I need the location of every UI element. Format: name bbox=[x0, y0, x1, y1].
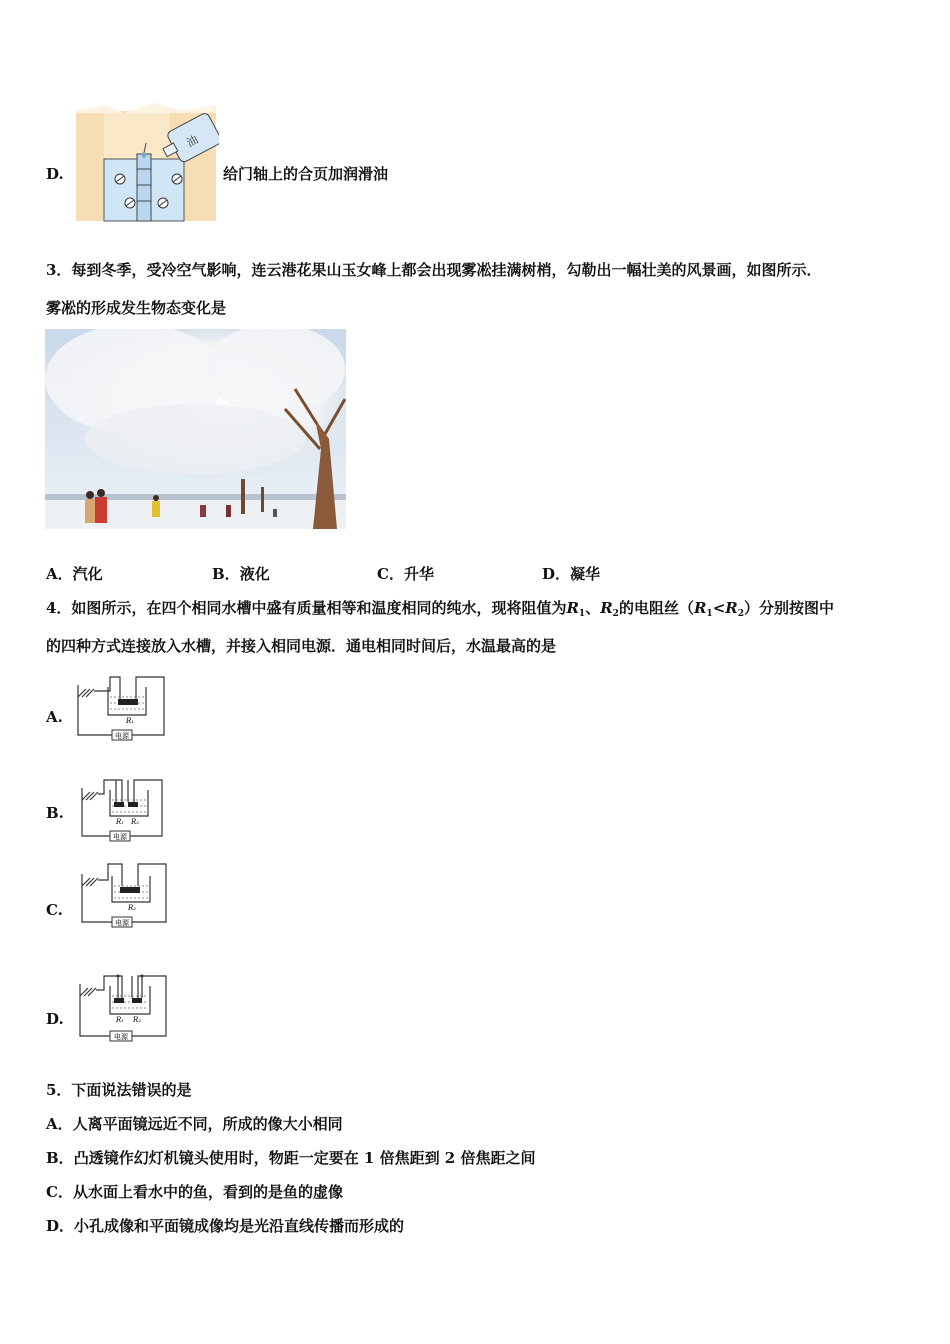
q4-r1-sub: 1 bbox=[578, 609, 586, 619]
q3-option-d-label: D． bbox=[542, 565, 571, 583]
q4-stem-part-a: 4．如图所示，在四个相同水槽中盛有质量相等和温度相同的纯水，现将阻值为 bbox=[46, 599, 567, 617]
q5-option-d[interactable] bbox=[46, 1216, 404, 1236]
door-hinge-oil-image bbox=[74, 99, 219, 223]
q4-less-than: < bbox=[712, 599, 726, 617]
q4-option-d-label: D. bbox=[46, 1010, 64, 1028]
q4-cmp-r1-sub: 1 bbox=[706, 609, 713, 619]
q3-stem-line1: 3．每到冬季，受冷空气影响，连云港花果山玉女峰上都会出现雾凇挂满树梢，勾勒出一幅壮美的风景画，如图所示． bbox=[46, 261, 822, 279]
circuit-b-power-label: 电源 bbox=[113, 833, 127, 841]
q5-option-d-label: D． bbox=[46, 1217, 75, 1235]
circuit-d-r2-label: R₂ bbox=[133, 1016, 142, 1024]
q5-stem: 5．下面说法错误的是 bbox=[46, 1081, 192, 1099]
q5-option-a-text: 人离平面镜远近不同，所成的像大小相同 bbox=[72, 1115, 343, 1133]
circuit-a-power-label: 电源 bbox=[115, 732, 129, 740]
q5-option-a[interactable] bbox=[46, 1114, 343, 1134]
q4-cmp-r1-symbol: R bbox=[693, 599, 707, 617]
q5-option-b-text: 凸透镜作幻灯机镜头使用时，物距一定要在 1 倍焦距到 2 倍焦距之间 bbox=[73, 1149, 536, 1167]
circuit-diagram-b bbox=[76, 778, 166, 844]
q4-stem-part-b: 的电阻丝（ bbox=[618, 599, 694, 617]
circuit-d-r1-label: R₁ bbox=[116, 1016, 125, 1024]
q4-option-b-label: B. bbox=[46, 804, 64, 822]
q3-option-d-text: 凝华 bbox=[570, 565, 601, 583]
q4-stem-part-c: ）分别按图中 bbox=[744, 599, 835, 617]
q5-option-c-text: 从水面上看水中的鱼，看到的是鱼的虚像 bbox=[72, 1183, 343, 1201]
q4-stem-line2: 的四种方式连接放入水槽，并接入相同电源．通电相同时间后，水温最高的是 bbox=[46, 637, 557, 655]
circuit-c-power-label: 电源 bbox=[115, 919, 129, 927]
q4-r1-symbol: R bbox=[566, 599, 579, 617]
q3-option-b-text: 液化 bbox=[239, 565, 270, 583]
q5-option-d-text: 小孔成像和平面镜成像均是光沿直线传播而形成的 bbox=[74, 1217, 405, 1235]
q4-option-a-label: A. bbox=[46, 708, 63, 726]
q4-separator: 、 bbox=[585, 599, 601, 617]
q3-option-c-label: C． bbox=[377, 565, 404, 583]
rime-tree-photo bbox=[45, 329, 346, 529]
q3-option-c[interactable] bbox=[377, 564, 434, 584]
svg-text:油: 油 bbox=[184, 133, 201, 150]
q4-cmp-r2-symbol: R bbox=[725, 599, 738, 617]
q5-option-a-label: A． bbox=[46, 1115, 73, 1133]
q5-option-c-label: C． bbox=[46, 1183, 73, 1201]
circuit-b-r2-label: R₂ bbox=[131, 818, 140, 826]
q3-option-a-text: 汽化 bbox=[72, 565, 103, 583]
q2-option-d-label: D. bbox=[46, 165, 64, 183]
circuit-diagram-a bbox=[76, 675, 168, 745]
q4-stem-line1 bbox=[46, 598, 834, 624]
q2-option-d-text: 给门轴上的合页加润滑油 bbox=[223, 165, 389, 183]
q3-option-a[interactable] bbox=[46, 564, 103, 584]
circuit-diagram-d bbox=[76, 972, 170, 1044]
q4-r2-symbol: R bbox=[600, 599, 613, 617]
q5-option-b[interactable] bbox=[46, 1148, 535, 1168]
circuit-diagram-c bbox=[78, 862, 170, 930]
circuit-d-power-label: 电源 bbox=[114, 1033, 128, 1041]
circuit-a-r-label: R₁ bbox=[126, 717, 135, 725]
q3-option-b[interactable] bbox=[212, 564, 270, 584]
q4-option-c-label: C. bbox=[46, 901, 63, 919]
q5-option-c[interactable] bbox=[46, 1182, 343, 1202]
circuit-c-r-label: R₂ bbox=[128, 904, 137, 912]
q5-option-b-label: B． bbox=[46, 1149, 74, 1167]
circuit-b-r1-label: R₁ bbox=[116, 818, 125, 826]
q4-r2-sub: 2 bbox=[612, 609, 619, 619]
q3-option-a-label: A． bbox=[46, 565, 73, 583]
q3-stem-line2: 雾凇的形成发生物态变化是 bbox=[46, 299, 227, 317]
q3-option-d[interactable] bbox=[542, 564, 600, 584]
q3-option-c-text: 升华 bbox=[403, 565, 434, 583]
q4-cmp-r2-sub: 2 bbox=[737, 609, 744, 619]
q3-option-b-label: B． bbox=[212, 565, 240, 583]
